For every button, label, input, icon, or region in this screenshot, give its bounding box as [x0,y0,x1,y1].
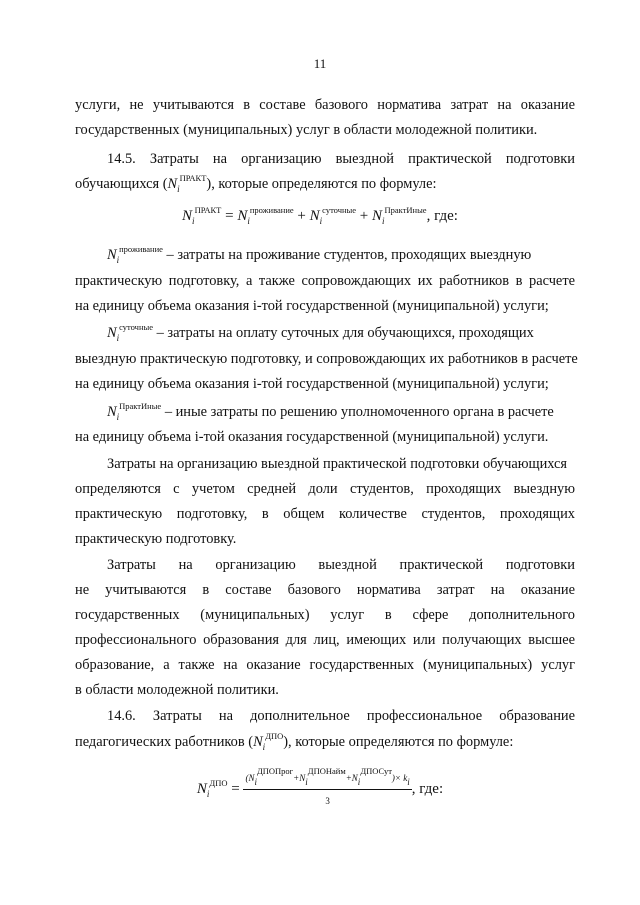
text-line: обучающихся $(N_i^{ПРАКТ})$, которые определяются по формуле: [75,173,437,194]
text-line: государственных (муниципальных) услуг в сфере дополнительного [75,607,575,623]
text-line: не учитываются в составе базового норматива затрат на оказание [75,582,575,598]
text-line: Затраты на организацию выездной практической подготовки [107,557,575,573]
text-line: на единицу объема оказания i-той государственной (муниципальной) услуги; [75,376,549,392]
paragraph-14-6-heading: 14.6. Затраты на дополнительное профессиональное образование [107,708,575,724]
formula-prakt: $N_i^{ПРАКТ} = N_i^{проживание} + N_i^{суточные} + N_i^{ПрактИные}$, где: [182,205,458,226]
text-line: в области молодежной политики. [75,682,279,698]
text-line: практическую подготовку. [75,531,237,547]
text-line: государственных (муниципальных) услуг в области молодежной политики. [75,122,538,138]
paragraph-14-5-heading: 14.5. Затраты на организацию выездной практической подготовки [107,151,575,167]
fraction-numerator: $(N_i^{ДПОПрог}+N_i^{ДПОНайм}+N_i^{ДПОСут})\times k_i$ [243,768,411,790]
text-line: профессионального образования для лиц, имеющих или получающих высшее [75,632,575,648]
definition-sutochnye: $N_i^{суточные}$ – затраты на оплату суточных для обучающихся, проходящих [107,322,534,343]
text-line: практическую подготовку, в общем количестве студентов, проходящих [75,506,575,522]
page-number: 11 [313,56,327,71]
fraction [243,768,411,811]
definition-prozhivanie: $N_i^{проживание}$ – затраты на проживание студентов, проходящих выездную [107,244,532,265]
text-line: педагогических работников $(N_i^{ДПО})$, которые определяются по формуле: [75,731,514,752]
text-line: на единицу объема i-той оказания государственной (муниципальной) услуги. [75,429,549,445]
text-line: практическую подготовку, а также сопровождающих их работников в расчете [75,273,575,289]
text-line: на единицу объема оказания i-той государственной (муниципальной) услуги; [75,298,549,314]
text-line: услуги, не учитываются в составе базового норматива затрат на оказание [75,97,575,113]
text-line: выездную практическую подготовку, и сопровождающих их работников в расчете [75,351,578,367]
text-line: определяются с учетом средней доли студентов, проходящих выездную [75,481,575,497]
definition-praktinye: $N_i^{ПрактИные}$ – иные затраты по решению уполномоченного органа в расчете [107,401,554,422]
formula-dpo: $N_i^{ДПО}$ = $\frac{(N_i^{ДПОПрог}+N_i^{ДПОНайм}+N_i^{ДПОСут})\times k_i}{3}$ , где: [0,768,640,811]
text-line: Затраты на организацию выездной практической подготовки обучающихся [107,456,568,472]
text-line: образование, а также на оказание государственных (муниципальных) услуг [75,657,575,673]
fraction-denominator: 3 [325,796,330,806]
